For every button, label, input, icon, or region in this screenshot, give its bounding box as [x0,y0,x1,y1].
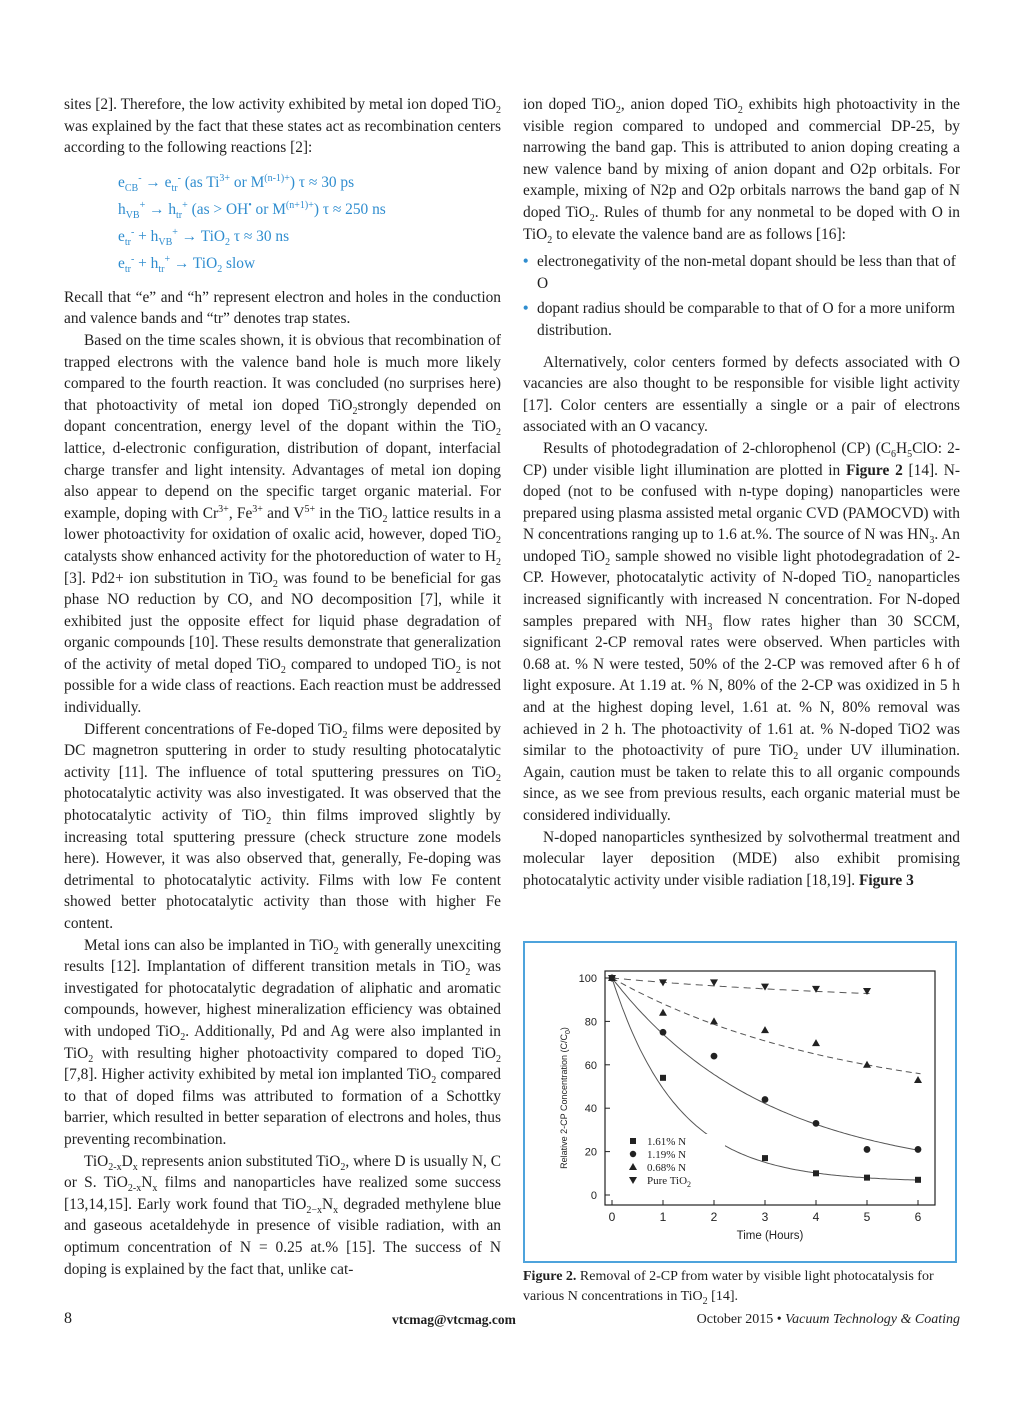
y-tick-label: 20 [584,1146,597,1159]
equation-1: $e_{CB}^- \to e_{tr}^-$ (as $Ti^{3+}$ or $M^{(n-1)+}$) τ ≈ 30 ps [118,172,355,194]
data-point [710,1017,718,1024]
paragraph: Recall that “e” and “h” represent electron and holes in the conduction and valence bands and “tr” denotes trap states. [64,288,501,328]
y-axis-label: Relative 2-CP Concentration $(C/C_0)$ [559,1027,572,1169]
legend-label: Pure TiO$_2$ [647,1175,692,1189]
legend-label: 1.61% N [647,1136,687,1148]
figure-2 [523,941,957,1263]
x-tick-label: 0 [608,1210,616,1224]
data-point [659,1009,667,1016]
paragraph: Different concentrations of Fe-doped TiO$_2$ films were deposited by DC magnetron sputtering in order to study resulting photocatalytic activity [11]. The influence of total sputtering pressures on TiO$_2$ photocatalytic activity was also investigated. It was observed that the photocatalytic activity of TiO$_2$ thin films improved slightly by increasing total sputtering pressure (check structure zone models here). However, it was also observed that, generally, Fe-doping was detrimental to photocatalytic activity. Films with low Fe content showed better photocatalytic activity than those with higher Fe content. [64,720,501,932]
right-column [523,94,960,891]
x-tick-label: 4 [812,1210,820,1224]
rules-list [523,251,960,341]
x-tick-label: 1 [659,1210,667,1224]
paragraph: Results of photodegradation of 2-chlorophenol (CP) ($C_6H_5ClO$: 2-CP) under visible light illumination are plotted in Figure 2 [14]. N-doped (not to be confused with n-type doping) nanoparticles were prepared using plasma assisted metal organic CVD (PAMOCVD) with N concentrations ranging up to 1.6 at.%. The source of N was $HN_3$. An undoped TiO$_2$ sample showed no visible light photodegradation of 2-CP. However, photocatalytic activity of N-doped TiO$_2$ nanoparticles increased significantly with increased N concentration. For N-doped samples prepared with $NH_3$ flow rates higher than 30 SCCM, significant 2-CP removal rates were observed. When particles with 0.68 at. % N were tested, 50% of the 2-CP was removed after 6 h of light exposure. At 1.19 at. % N, 80% of the 2-CP was oxidized in 5 h and at the highest doping level, 1.61 at. % N, 80% removal was achieved in 2 h. The photoactivity of 1.61 at. % N-doped TiO2 was similar to the photoactivity of pure TiO$_2$ under UV illumination. Again, caution must be taken to relate this to all organic compounds since, as we see from previous results, each organic material must be considered individually. [523,439,961,824]
fit-curve [612,978,870,994]
data-point [660,1029,667,1036]
paragraph: Alternatively, color centers formed by defects associated with O vacancies are also thought to be responsible for visible light activity [17]. Color centers are essentially a single or a pair of electrons associated with an O vacancy. [523,353,960,436]
list-item: • electronegativity of the non-metal dopant should be less than that of O [523,253,956,292]
footer-publication: October 2015 • Vacuum Technology & Coating [696,1312,960,1327]
legend-label: 0.68% N [647,1162,687,1174]
legend-marker [630,1151,636,1157]
bullet-icon: • [523,300,529,318]
data-point [762,1155,768,1161]
paragraph: Metal ions can also be implanted in TiO$_2$ with generally unexciting results [12]. Implantation of different transition metals in TiO$_2$ was investigated for photocatalytic degradation of aliphatic and aromatic compounds, however, highest mineralization efficiency was obtained with undoped TiO$_2$. Additionally, Pd and Ag were also implanted in TiO$_2$ with resulting higher photoactivity compared to doped TiO$_2$ [7,8]. Higher activity exhibited by metal ion implanted TiO$_2$ compared to that of doped films was attributed to formation of a Schottky barrier, which resulted in better separation of electrons and holes, thus preventing recombination. [64,936,501,1148]
paragraph: Based on the time scales shown, it is obvious that recombination of trapped electrons with the valence band hole is much more likely compared to the fourth reaction. It was concluded (no surprises here) that photoactivity of metal ion doped TiO$_2$strongly depended on dopant concentration, energy level of the dopant within the TiO$_2$ lattice, d-electronic configuration, distribution of dopant, interfacial charge transfer and light intensity. Advantages of metal ion doping also appear to depend on the specific target organic material. For example, doping with $Cr^{3+}$, $Fe^{3+}$ and $V^{5+}$ in the TiO$_2$ lattice results in a lower photoactivity for oxidation of oxalic acid, however, doped TiO$_2$ catalysts show enhanced activity for the photoreduction of water to $H_2$ [3]. Pd2+ ion substitution in TiO$_2$ was found to be beneficial for gas phase NO reduction by CO, and NO decomposition [7], while it exhibited just the opposite effect for liquid phase degradation of organic compounds [10]. These results demonstrate that generalization of the activity of metal doped TiO$_2$ compared to undoped TiO$_2$ is not possible for a wide class of reactions. Each reaction must be addressed individually. [64,331,501,717]
page-number: 8 [64,1310,72,1327]
reaction-equations [118,169,501,277]
x-tick-label: 5 [863,1210,871,1224]
figure-reference: Figure 2 [846,461,903,479]
equation-3: $e_{tr}^- + h_{VB}^+ \to TiO_2$ τ ≈ 30 ns [118,226,290,248]
x-tick-label: 3 [761,1210,769,1224]
caption-label: Figure 2. [523,1269,577,1284]
x-tick-label: 6 [914,1210,922,1224]
data-point [761,1026,769,1033]
paragraph: ion doped TiO$_2$, anion doped TiO$_2$ exhibits high photoactivity in the visible region compared to undoped and commercial DP-25, by narrowing the band gap. This is attributed to anion doping creating a new valence band by mixing of anion dopant and O2p orbitals. For example, mixing of N2p and O2p orbitals narrows the band gap of N doped TiO$_2$. Rules of thumb for any nonmetal to be doped with O in TiO$_2$ to elevate the valence band are as follows [16]: [523,96,961,246]
paragraph: N-doped nanoparticles synthesized by solvothermal treatment and molecular layer deposition (MDE) also exhibit promising photocatalytic activity under visible radiation [18,19]. Figure 3 [523,828,960,889]
data-point [864,1175,870,1181]
data-point [863,988,871,995]
figure-caption: Figure 2. Removal of 2-CP from water by visible light photocatalysis for various N concentrations in TiO$_2$ [14]. [523,1269,934,1307]
equation-2: $h_{VB}^+ \to h_{tr}^+$ (as > OH• or $M^{(n+1)+}$) τ ≈ 250 ns [118,199,386,221]
data-point [915,1146,922,1153]
fit-curve [612,978,921,1151]
data-point [813,1120,820,1127]
y-tick-label: 40 [584,1103,597,1116]
y-tick-label: 100 [578,973,597,985]
x-tick-label: 2 [710,1210,718,1224]
legend-marker [630,1138,636,1144]
y-tick-label: 80 [584,1016,597,1029]
data-point [813,1170,819,1176]
data-point [864,1146,871,1153]
figure-reference: Figure 3 [858,871,914,889]
bullet-icon: • [523,253,529,271]
footer-email-link[interactable]: vtcmag@vtcmag.com [392,1312,516,1327]
legend-label: 1.19% N [647,1149,687,1161]
equation-4: $e_{tr}^- + h_{tr}^+ \to TiO_2$ slow [118,253,256,275]
paragraph: sites [2]. Therefore, the low activity exhibited by metal ion doped TiO$_2$ was explained by the fact that these states act as recombination centers according to the following reactions [2]: [64,96,501,157]
data-point [914,1076,922,1083]
left-column [64,94,501,1280]
x-axis-label: Time (Hours) [736,1230,804,1242]
chart [525,943,955,1261]
y-tick-label: 60 [584,1059,597,1072]
y-tick-label: 0 [590,1190,597,1202]
data-point [660,1075,666,1081]
data-point [761,984,769,991]
fit-curve [612,978,921,1074]
paragraph: $TiO_{2-x}D_x$ represents anion substituted TiO$_2$, where D is usually N, C or S. $TiO_{2-x}N_x$ films and nanoparticles have realized some success [13,14,15]. Early work found that $TiO_{2-x}N_x$ degraded methylene blue and gaseous acetaldehyde in presence of visible radiation, with an optimum concentration of N = 0.25 at.% [15]. The success of N doping is explained by the fact that, unlike cat- [64,1152,502,1278]
data-point [915,1177,921,1183]
list-item: • dopant radius should be comparable to that of O for a more uniform distribution. [523,300,955,339]
data-point [762,1096,769,1103]
data-point [863,1061,871,1068]
data-point [711,1053,718,1060]
data-point [812,1039,820,1046]
